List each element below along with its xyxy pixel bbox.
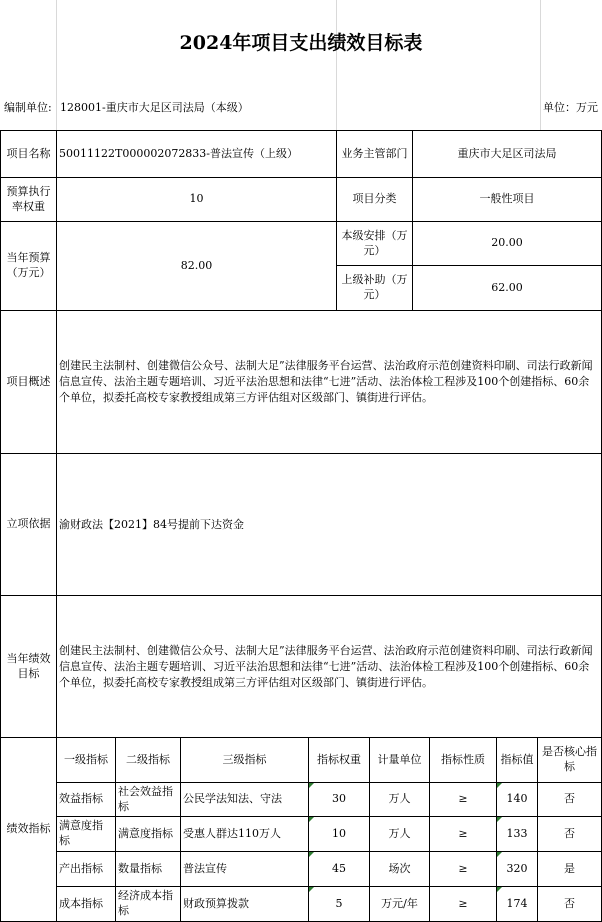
row3-nature: ≥: [429, 851, 497, 887]
row1-weight: 30: [308, 782, 370, 817]
budget-label: 当年预算（万元）: [0, 221, 57, 311]
row3-weight: 45: [308, 851, 370, 887]
currency-unit: 单位：万元: [543, 101, 598, 114]
indicators-label: 绩效指标: [0, 737, 57, 922]
row3-unit: 场次: [369, 851, 430, 887]
row4-level1: 成本指标: [56, 886, 116, 922]
row1-value: 140: [496, 782, 538, 817]
row2-level2: 满意度指标: [115, 816, 181, 852]
budget-value: 82.00: [56, 221, 337, 311]
row1-level1: 效益指标: [56, 782, 116, 817]
category-value: 一般性项目: [412, 177, 602, 222]
goal-text: 创建民主法制村、创建微信公众号、法制大足”法律服务平台运营、法治政府示范创建资料印刷、司法行政新闻信息宣传、法治主题专题培训、习近平法治思想和法律“七进”活动、法治体检工程涉及100个创建指标、60余个单位，拟委托高校专家教授组成第三方评估组对区级部门、镇街进行评估。: [56, 595, 602, 738]
row2-level1: 满意度指标: [56, 816, 116, 852]
local-label: 本级安排（万元）: [336, 221, 413, 266]
unit-value: 128001-重庆市大足区司法局（本级）: [60, 101, 249, 114]
row2-weight: 10: [308, 816, 370, 852]
unit-label: 编制单位:: [4, 101, 52, 114]
row2-nature: ≥: [429, 816, 497, 852]
row2-unit: 万人: [369, 816, 430, 852]
overview-label: 项目概述: [0, 310, 57, 454]
goal-label: 当年绩效目标: [0, 595, 57, 738]
subsidy-label: 上级补助（万元）: [336, 265, 413, 311]
dept-label: 业务主管部门: [336, 130, 413, 178]
row4-core: 否: [537, 886, 602, 922]
header-value: 指标值: [496, 737, 538, 783]
basis-text: 渝财政法【2021】84号提前下达资金: [56, 453, 602, 596]
row1-level3: 公民学法知法、守法: [180, 782, 309, 817]
row1-nature: ≥: [429, 782, 497, 817]
row3-level1: 产出指标: [56, 851, 116, 887]
gridline: [540, 0, 541, 130]
row3-level2: 数量指标: [115, 851, 181, 887]
row1-level2: 社会效益指标: [115, 782, 181, 817]
header-nature: 指标性质: [429, 737, 497, 783]
header-weight: 指标权重: [308, 737, 370, 783]
row4-nature: ≥: [429, 886, 497, 922]
header-level1: 一级指标: [56, 737, 116, 783]
row3-core: 是: [537, 851, 602, 887]
gridline: [336, 0, 337, 130]
row4-value: 174: [496, 886, 538, 922]
local-value: 20.00: [412, 221, 602, 266]
row2-core: 否: [537, 816, 602, 852]
row4-level3: 财政预算拨款: [180, 886, 309, 922]
row3-level3: 普法宣传: [180, 851, 309, 887]
row1-core: 否: [537, 782, 602, 817]
row2-value: 133: [496, 816, 538, 852]
row4-level2: 经济成本指标: [115, 886, 181, 922]
dept-value: 重庆市大足区司法局: [412, 130, 602, 178]
header-level3: 三级指标: [180, 737, 309, 783]
project-name-label: 项目名称: [0, 130, 57, 178]
header-level2: 二级指标: [115, 737, 181, 783]
page-title: 2024年项目支出绩效目标表: [179, 32, 423, 54]
subsidy-value: 62.00: [412, 265, 602, 311]
header-core: 是否核心指标: [537, 737, 602, 783]
row4-weight: 5: [308, 886, 370, 922]
overview-text: 创建民主法制村、创建微信公众号、法制大足”法律服务平台运营、法治政府示范创建资料印刷、司法行政新闻信息宣传、法治主题专题培训、习近平法治思想和法律“七进”活动、法治体检工程涉及100个创建指标、60余个单位，拟委托高校专家教授组成第三方评估组对区级部门、镇街进行评估。: [56, 310, 602, 454]
row1-unit: 万人: [369, 782, 430, 817]
project-name-value: 50011122T000002072833-普法宣传（上级）: [56, 130, 337, 178]
gridline: [56, 0, 57, 130]
category-label: 项目分类: [336, 177, 413, 222]
basis-label: 立项依据: [0, 453, 57, 596]
exec-weight-label: 预算执行率权重: [0, 177, 57, 222]
row4-unit: 万元/年: [369, 886, 430, 922]
exec-weight-value: 10: [56, 177, 337, 222]
row2-level3: 受惠人群达110万人: [180, 816, 309, 852]
header-unit: 计量单位: [369, 737, 430, 783]
row3-value: 320: [496, 851, 538, 887]
